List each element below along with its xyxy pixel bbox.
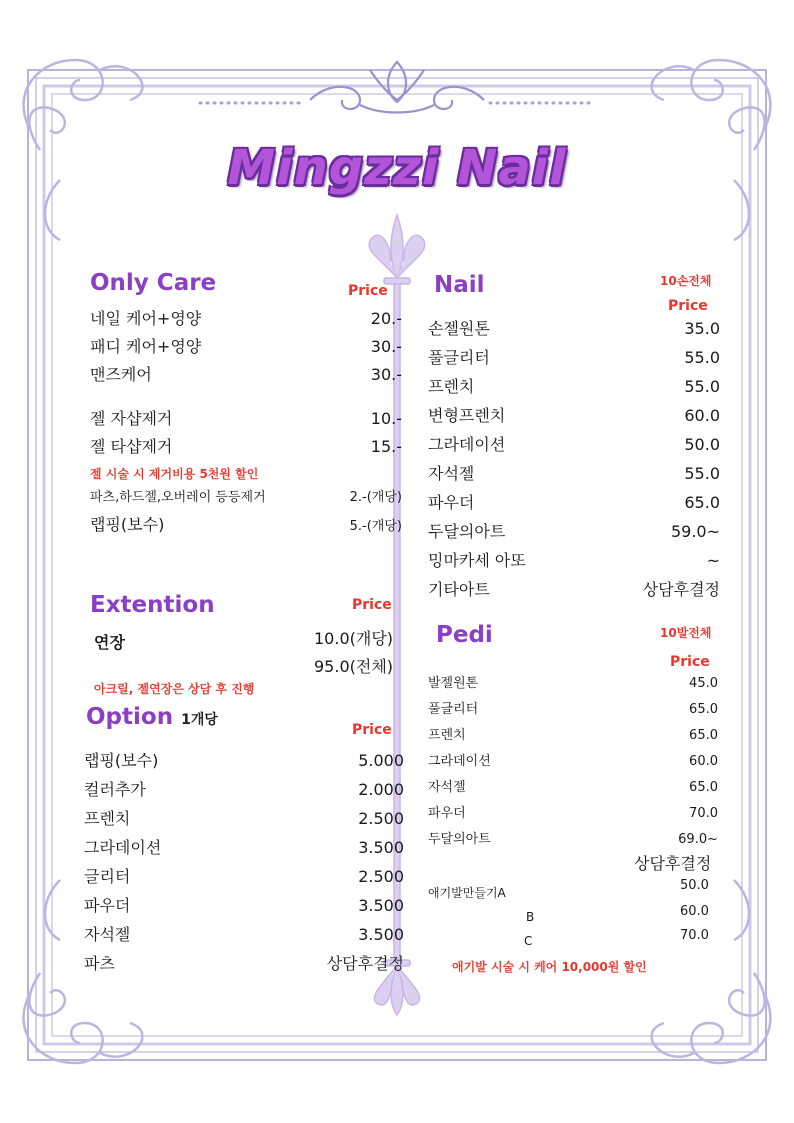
pedi-sub: 10발전체 — [660, 626, 712, 640]
extention-price-label: Price — [352, 597, 392, 613]
pedi-heading: Pedi — [436, 622, 493, 648]
nail-sub: 10손전체 — [660, 274, 712, 288]
list-item: 프렌치 55.0 — [428, 377, 720, 396]
baby-foot-b: B — [526, 910, 535, 924]
list-item: 파츠 상담후결정 — [84, 954, 404, 973]
list-item: 컬러추가 2.000 — [84, 780, 404, 799]
extention-price-each: 10.0(개당) — [314, 629, 394, 648]
list-item: 변형프렌치 60.0 — [428, 406, 720, 425]
list-item: 그라데이션 50.0 — [428, 435, 720, 454]
only-care-price-label: Price — [348, 283, 388, 299]
removal-discount-note: 젤 시술 시 제거비용 5천원 할인 — [90, 467, 259, 481]
option-heading: Option 1개당 — [86, 704, 218, 730]
baby-foot-label: 애기발만들기A — [428, 886, 506, 900]
list-item: 네일 케어+영양 20.- — [90, 309, 402, 328]
list-item: 손젤원톤 35.0 — [428, 319, 720, 338]
list-item: 풀글리터 65.0 — [428, 702, 718, 717]
option-price-label: Price — [352, 722, 392, 738]
list-item: 풀글리터 55.0 — [428, 348, 720, 367]
list-item: 기타아트 상담후결정 — [428, 580, 720, 599]
extention-price-full: 95.0(전체) — [314, 657, 394, 676]
nail-price-label: Price — [668, 298, 708, 314]
list-item: 자석젤 65.0 — [428, 780, 718, 795]
list-item: 랩핑(보수) 5.000 — [84, 751, 404, 770]
list-item: 글리터 2.500 — [84, 867, 404, 886]
baby-foot-price-a: 50.0 — [680, 878, 709, 893]
baby-foot-price-b: 60.0 — [680, 904, 709, 919]
baby-foot-c: C — [524, 934, 533, 948]
list-item: 파우더 70.0 — [428, 806, 718, 821]
list-item: 프렌치 2.500 — [84, 809, 404, 828]
page-title: Mingzzi Nail — [227, 140, 567, 196]
list-item: 파츠,하드젤,오버레이 등등제거 2.-(개당) — [90, 490, 402, 505]
list-item: 두달의아트 59.0~ — [428, 522, 720, 541]
list-item: 그라데이션 60.0 — [428, 754, 718, 769]
list-item: 패디 케어+영양 30.- — [90, 337, 402, 356]
list-item: 랩핑(보수) 5.-(개당) — [90, 515, 402, 534]
baby-foot-price-c: 70.0 — [680, 928, 709, 943]
list-item: 두달의아트 69.0~ — [428, 832, 718, 847]
list-item: 파우더 3.500 — [84, 896, 404, 915]
only-care-heading: Only Care — [90, 270, 217, 296]
list-item: 젤 타샵제거 15.- — [90, 437, 402, 456]
list-item: 자석젤 55.0 — [428, 464, 720, 483]
pedi-consult: 상담후결정 — [634, 854, 712, 873]
extention-heading: Extention — [90, 592, 215, 618]
nail-heading: Nail — [434, 272, 485, 298]
list-item: 프렌치 65.0 — [428, 728, 718, 743]
list-item: 파우더 65.0 — [428, 493, 720, 512]
list-item: 그라데이션 3.500 — [84, 838, 404, 857]
list-item: 자석젤 3.500 — [84, 925, 404, 944]
list-item: 발젤원톤 45.0 — [428, 676, 718, 691]
extention-note: 아크릴, 젤연장은 상담 후 진행 — [94, 682, 255, 696]
extention-item: 연장 — [94, 633, 125, 652]
list-item: 젤 자샵제거 10.- — [90, 409, 402, 428]
list-item: 밍마카세 아또 ~ — [428, 551, 720, 570]
pedi-price-label: Price — [670, 654, 710, 670]
list-item: 맨즈케어 30.- — [90, 365, 402, 384]
baby-foot-note: 애기발 시술 시 케어 10,000원 할인 — [452, 960, 647, 974]
